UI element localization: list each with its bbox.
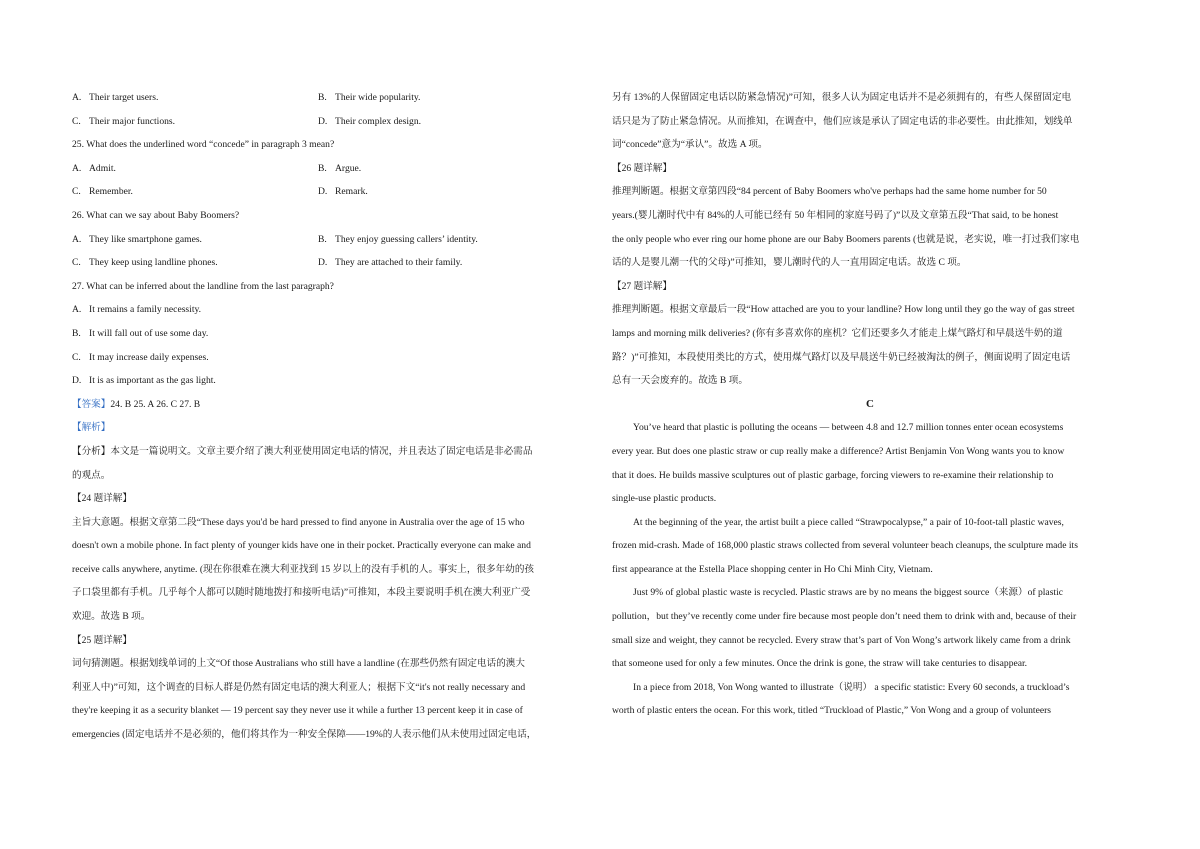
detail-25-line: 话只是为了防止紧急情况。从而推知，在调查中，他们应该是承认了固定电话的非必要性。由此推知，划线单: [612, 115, 1073, 127]
passage-c: [612, 416, 1128, 723]
detail-25-line: they're keeping it as a security blanket — 19 percent say they never use it while a further 13 percent keep it in case of: [72, 705, 523, 717]
detail-27-line: 总有一天会废弃的。故选 B 项。: [612, 375, 748, 387]
detail-26-line: years.(婴儿潮时代中有 84%的人可能已经有 50 年相同的家庭号码了)”以及文章第五段“That said, to be honest: [612, 209, 1059, 221]
option-a: A. They like smartphone games.: [72, 233, 202, 245]
option-d: D. Their complex design.: [318, 115, 422, 127]
detail-24-heading: 【24 题详解】: [72, 493, 132, 505]
analysis-line: 的观点。: [72, 469, 111, 481]
detail-25-line: emergencies (固定电话并不是必须的，他们将其作为一种安全保障——19%的人表示他们从未使用过固定电话，: [72, 729, 537, 741]
question-26: 26. What can we say about Baby Boomers?: [72, 209, 240, 221]
q24-options-row-2: [72, 110, 588, 134]
passage-line: first appearance at the Estella Place shopping center in Ho Chi Minh City, Vietnam.: [612, 563, 933, 575]
q25-options-row-1: [72, 157, 588, 181]
option-a: A. It remains a family necessity.: [72, 304, 202, 316]
passage-line: Just 9% of global plastic waste is recycled. Plastic straws are by no means the biggest source（来源）of plastic: [633, 587, 1064, 599]
detail-26-line: the only people who ever ring our home phone are our Baby Boomers parents (也就是说，老实说，唯一打过我们家电: [612, 233, 1080, 245]
detail-26-line: 推理判断题。根据文章第四段“84 percent of Baby Boomers who've perhaps had the same home number for 50: [612, 186, 1047, 198]
detail-26-line: 话的人是婴儿潮一代的父母)”可推知，婴儿潮时代的人一直用固定电话。故选 C 项。: [612, 257, 967, 269]
detail-25-line: 词句猜测题。根据划线单词的上文“Of those Australians who still have a landline (在那些仍然有固定电话的澳大: [72, 658, 525, 670]
option-c: C. Remember.: [72, 186, 133, 198]
detail-26-heading: 【26 题详解】: [612, 162, 672, 174]
passage-line: pollution，but they’ve recently come under fire because most people don’t need them to drink with and, because of their: [612, 611, 1077, 623]
analysis-label: 【解析】: [72, 422, 111, 434]
question-25: 25. What does the underlined word “concede” in paragraph 3 mean?: [72, 139, 335, 151]
detail-27-heading: 【27 题详解】: [612, 280, 672, 292]
passage-line: that someone used for only a few minutes. Once the drink is gone, the straw will take centuries to disappear.: [612, 658, 1028, 670]
detail-24-line: 子口袋里都有手机。几乎每个人都可以随时随地拨打和接听电话)”可推知，本段主要说明手机在澳大利亚广受: [72, 587, 531, 599]
passage-line: single-use plastic products.: [612, 493, 717, 505]
passage-line: worth of plastic enters the ocean. For this work, titled “Truckload of Plastic,” Von Wong and a group of volunteers: [612, 705, 1052, 717]
option-b: B. It will fall out of use some day.: [72, 327, 209, 339]
q26-options-row-1: [72, 228, 588, 252]
passage-line: small size and weight, they cannot be recycled. Every straw that’s part of Von Wong’s artwork likely came from a drink: [612, 634, 1071, 646]
option-b: B. They enjoy guessing callers’ identity.: [318, 233, 478, 245]
answer-line: [72, 393, 588, 417]
detail-24-line: 欢迎。故选 B 项。: [72, 611, 151, 623]
detail-24-line: 主旨大意题。根据文章第二段“These days you'd be hard pressed to find anyone in Australia over the age of 15 who: [72, 516, 525, 528]
option-a: A. Their target users.: [72, 92, 159, 103]
detail-27-line: 路？)”可推知，本段使用类比的方式，使用煤气路灯以及早晨送牛奶已经被淘汰的例子，侧面说明了固定电话: [612, 351, 1071, 363]
option-d: D. They are attached to their family.: [318, 257, 463, 269]
option-d: D. Remark.: [318, 186, 368, 198]
left-column: [72, 86, 588, 747]
detail-25-line: 另有 13%的人保留固定电话以防紧急情况)”可知，很多人认为固定电话并不是必须拥有的，有些人保留固定电: [612, 92, 1072, 103]
detail-27-line: lamps and morning milk deliveries? (你有多喜欢你的座机？它们还要多久才能走上煤气路灯和早晨送牛奶的道: [612, 327, 1063, 339]
detail-24-line: doesn't own a mobile phone. In fact plenty of younger kids have one in their pocket. Practically everyone can make and: [72, 540, 531, 552]
question-27: 27. What can be inferred about the landline from the last paragraph?: [72, 280, 334, 292]
option-b: B. Argue.: [318, 162, 362, 174]
right-column: [612, 86, 1128, 723]
passage-line: You’ve heard that plastic is polluting the oceans — between 4.8 and 12.7 million tonnes enter ocean ecosystems: [633, 422, 1064, 434]
passage-line: frozen mid-crash. Made of 168,000 plastic straws collected from several volunteer beach cleanups, the sculpture made its: [612, 540, 1078, 552]
analysis-line: 【分析】本文是一篇说明文。文章主要介绍了澳大利亚使用固定电话的情况，并且表达了固定电话是非必需品: [72, 445, 533, 457]
section-heading: C: [866, 397, 874, 410]
answer-text: 24. B 25. A 26. C 27. B: [110, 398, 201, 410]
detail-25-heading: 【25 题详解】: [72, 634, 132, 646]
option-b: B. Their wide popularity.: [318, 92, 421, 103]
detail-27-line: 推理判断题。根据文章最后一段“How attached are you to your landline? How long until they go the way of gas street: [612, 304, 1075, 316]
detail-25-line: 词“concede”意为“承认”。故选 A 项。: [612, 139, 768, 151]
option-c: C. Their major functions.: [72, 115, 176, 127]
option-d: D. It is as important as the gas light.: [72, 375, 216, 387]
passage-line: In a piece from 2018, Von Wong wanted to illustrate（说明） a specific statistic: Every 60 seconds, a truckload’s: [633, 681, 1070, 693]
option-a: A. Admit.: [72, 162, 116, 174]
passage-line: that it does. He builds massive sculptures out of plastic garbage, forcing viewers to re-examine their relationship to: [612, 469, 1054, 481]
detail-24-line: receive calls anywhere, anytime. (现在你很难在澳大利亚找到 15 岁以上的没有手机的人。事实上，很多年幼的孩: [72, 563, 535, 575]
passage-line: At the beginning of the year, the artist built a piece called “Strawpocalypse,” a pair of 10-foot-tall plastic waves,: [633, 516, 1064, 528]
q25-options-row-2: [72, 180, 588, 204]
q24-options-row-1: [72, 86, 588, 110]
option-c: C. It may increase daily expenses.: [72, 351, 209, 363]
answer-label: 【答案】: [72, 398, 111, 410]
detail-25-line: 利亚人中)”可知，这个调查的目标人群是仍然有固定电话的澳大利亚人；根据下文“it's not really necessary and: [72, 681, 526, 693]
q26-options-row-2: [72, 251, 588, 275]
option-c: C. They keep using landline phones.: [72, 257, 218, 269]
passage-line: every year. But does one plastic straw or cup really make a difference? Artist Benjamin Von Wong wants you to know: [612, 445, 1065, 457]
